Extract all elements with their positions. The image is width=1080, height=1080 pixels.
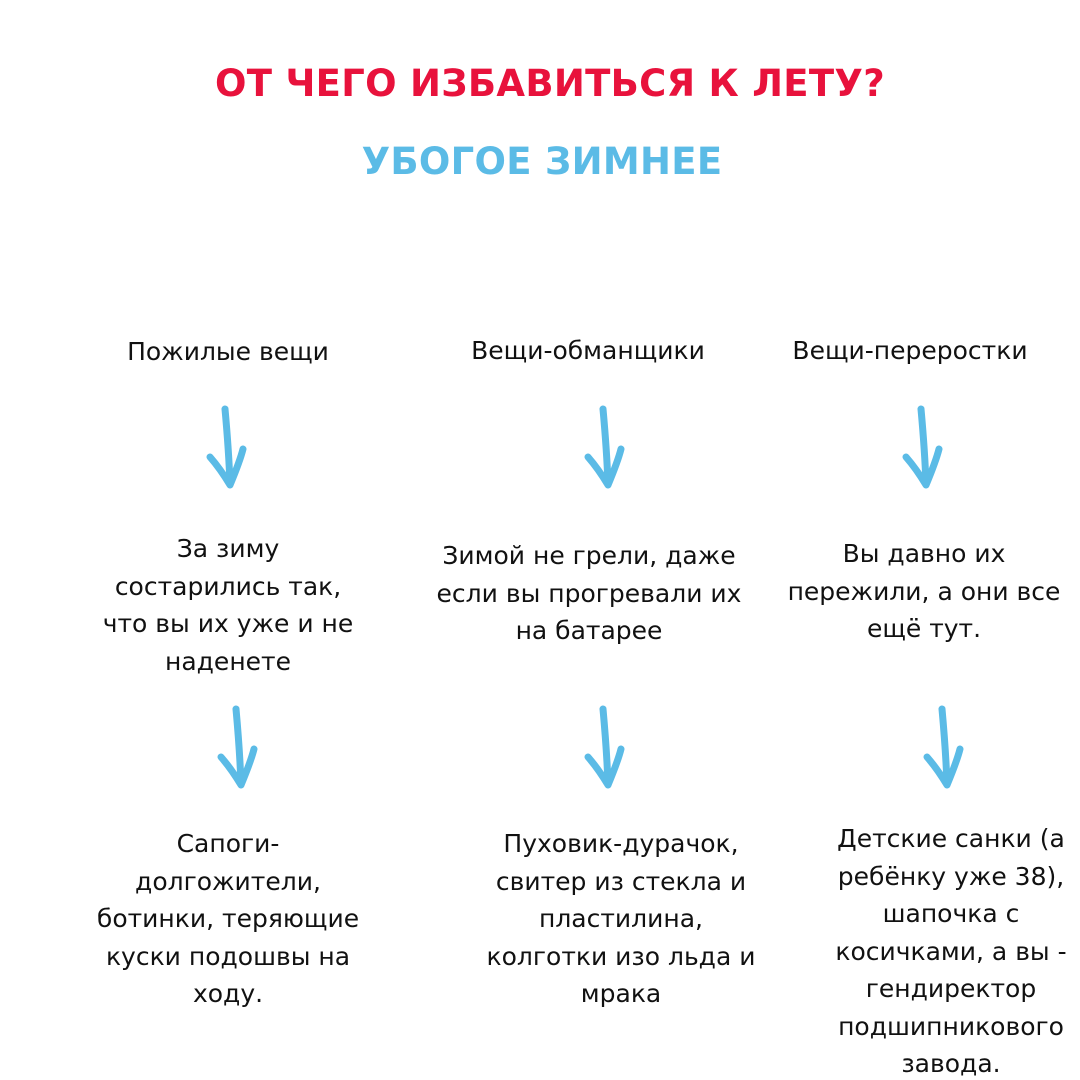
down-arrow-icon xyxy=(584,705,626,791)
column-1-description: За зиму состарились так, что вы их уже и не наденете xyxy=(102,534,354,676)
down-arrow-icon xyxy=(206,405,248,491)
column-1-examples: Сапоги-долгожители, ботинки, теряющие куски подошвы на ходу. xyxy=(96,829,360,1008)
column-3-examples: Детские санки (а ребёнку уже 38), шапочка с косичками, а вы - гендиректор подшипникового завода. xyxy=(835,824,1067,1078)
column-2-heading: Вещи-обманщики xyxy=(471,336,705,365)
column-1-heading: Пожилые вещи xyxy=(127,337,329,366)
column-2-examples: Пуховик-дурачок, свитер из стекла и пластилина, колготки изо льда и мрака xyxy=(486,829,756,1008)
down-arrow-icon xyxy=(923,705,965,791)
page-title: ОТ ЧЕГО ИЗБАВИТЬСЯ К ЛЕТУ? xyxy=(214,62,886,105)
column-3-description: Вы давно их пережили, а они все ещё тут. xyxy=(787,539,1061,643)
down-arrow-icon xyxy=(584,405,626,491)
page-subtitle: УБОГОЕ ЗИМНЕЕ xyxy=(361,140,723,183)
down-arrow-icon xyxy=(902,405,944,491)
column-3-heading: Вещи-переростки xyxy=(792,336,1028,365)
down-arrow-icon xyxy=(217,705,259,791)
column-2-description: Зимой не грели, даже если вы прогревали их на батарее xyxy=(436,541,742,645)
